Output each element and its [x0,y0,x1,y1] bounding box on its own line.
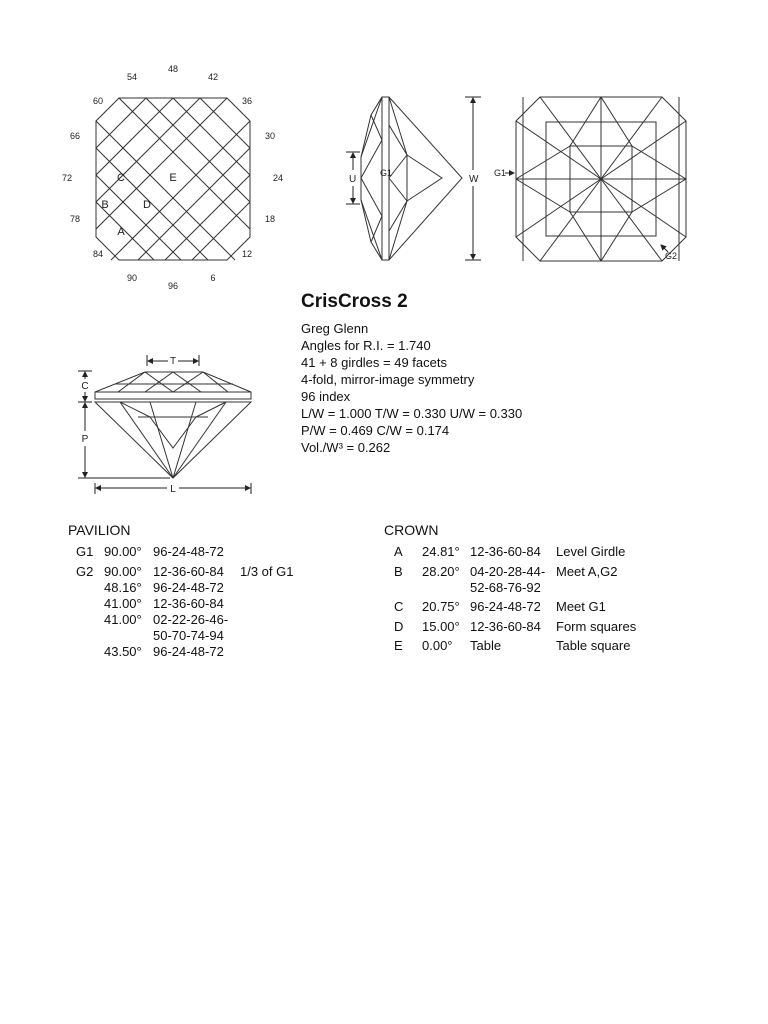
side-view [361,97,462,260]
facet-name: G1 [76,544,94,559]
facet-angle: 41.00° [104,612,142,627]
info-line-symmetry: 4-fold, mirror-image symmetry [301,372,475,387]
index-label: 18 [264,214,276,224]
dim-label-p: P [81,434,89,445]
facet-angle: 0.00° [422,638,453,653]
facet-index: 96-24-48-72 [153,544,224,559]
dim-label-g1-side: G1 [380,168,393,178]
facet-note: Meet A,G2 [556,564,618,579]
index-label: 6 [210,273,216,283]
facet-angle: 28.20° [422,564,460,579]
index-label: 54 [126,72,138,82]
facet-index: 50-70-74-94 [153,628,224,643]
index-label: 84 [92,249,104,259]
facet-angle: 15.00° [422,619,460,634]
dim-label-t: T [169,356,177,367]
facet-index: 04-20-28-44- [470,564,546,579]
facet-note: 1/3 of G1 [240,564,294,579]
facet-index: Table [470,638,502,653]
facet-label-d: D [143,199,151,211]
facet-name: C [394,599,404,614]
index-label: 72 [61,173,73,183]
facet-index: 12-36-60-84 [470,544,541,559]
info-line-author: Greg Glenn [301,321,369,336]
facet-label-b: B [101,199,109,211]
facet-name: E [394,638,403,653]
index-label: 96 [167,281,179,291]
profile-crown [95,372,251,399]
facet-index: 96-24-48-72 [470,599,541,614]
facet-label-e: E [169,172,177,184]
side-dimensions [346,97,481,260]
index-label: 24 [272,173,284,183]
facet-label-a: A [117,226,125,238]
info-line-ratios-1: L/W = 1.000 T/W = 0.330 U/W = 0.330 [301,406,523,421]
profile-view [95,372,251,478]
info-line-index: 96 index [301,389,351,404]
index-label: 60 [92,96,104,106]
info-line-ri: Angles for R.I. = 1.740 [301,338,431,353]
facet-name: D [394,619,404,634]
dim-label-l: L [170,484,176,495]
facet-angle: 41.00° [104,596,142,611]
facet-note: Meet G1 [556,599,606,614]
profile-dimensions [78,355,251,494]
facet-angle: 48.16° [104,580,142,595]
facet-angle: 20.75° [422,599,460,614]
facet-note: Table square [556,638,631,653]
index-label: 66 [69,131,81,141]
facet-label-c: C [117,172,125,184]
side-outline [361,97,462,260]
info-line-facets: 41 + 8 girdles = 49 facets [301,355,447,370]
dim-label-w: W [469,174,479,185]
facet-index: 96-24-48-72 [153,644,224,659]
facet-name: G2 [76,564,94,579]
facet-note: Form squares [556,619,637,634]
pavilion-view [516,97,686,261]
facet-index: 12-36-60-84 [470,619,541,634]
facet-index: 12-36-60-84 [153,564,224,579]
info-line-ratios-2: P/W = 0.469 C/W = 0.174 [301,423,450,438]
facet-angle: 90.00° [104,564,142,579]
design-title: CrisCross 2 [301,291,408,312]
index-label: 90 [126,273,138,283]
index-label: 30 [264,131,276,141]
pav-label-g2: G2 [665,251,678,261]
facet-angle: 24.81° [422,544,460,559]
profile-pavilion [95,402,251,478]
index-label: 78 [69,214,81,224]
facet-index: 02-22-26-46- [153,612,229,627]
facet-name: B [394,564,403,579]
facet-index: 96-24-48-72 [153,580,224,595]
facet-index: 52-68-76-92 [470,580,541,595]
index-label: 42 [207,72,219,82]
index-label: 36 [241,96,253,106]
facet-name: A [394,544,403,559]
index-label: 48 [167,64,179,74]
crown-heading: CROWN [384,522,439,538]
index-label: 12 [241,249,253,259]
info-line-volume: Vol./W³ = 0.262 [301,440,391,455]
dim-label-c: C [81,381,89,392]
pavilion-heading: PAVILION [68,522,131,538]
facet-index: 12-36-60-84 [153,596,224,611]
facet-note: Level Girdle [556,544,626,559]
dim-label-u: U [349,174,357,185]
design-info [301,320,522,456]
pav-label-g1: G1 [494,168,507,178]
facet-angle: 90.00° [104,544,142,559]
facet-angle: 43.50° [104,644,142,659]
pavilion-star-lines [516,97,686,261]
